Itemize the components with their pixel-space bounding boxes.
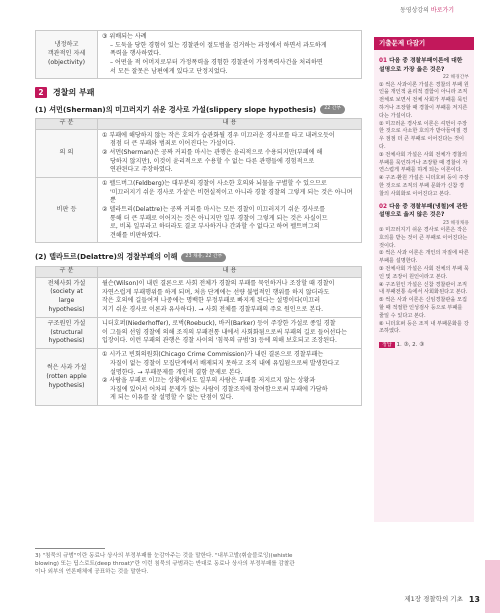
- subsection-2-text: (2) 델라트르(Delattre)의 경찰부패의 이해: [35, 252, 178, 262]
- footnote-line: 3) "침묵의 규범"이란 동료나 상사의 부정부패를 눈감아주는 것을 말한다. "내부고발(휘슬블로잉)(whistle: [35, 553, 293, 559]
- row-line: ① 부패에 해당하지 않는 작은 호의가 습관화될 경우 미끄러운 경사로를 타고 내려오듯이: [102, 131, 335, 139]
- row-line: ② 델라트리(Delattre)는 공짜 커피를 마시는 모든 경찰이 미끄러지기 쉬운 경사로를: [102, 205, 326, 213]
- footnote-line: blowing) 또는 딥스로트(deep throat)"란 이런 침묵의 규범과는 반대로 동료나 상사의 부정부패를 감찰관: [35, 561, 295, 568]
- answer-text: 1. ③, 2. ③: [396, 342, 425, 349]
- choice: ③ 전체사회 가설은 사회 전체가 경찰의 부패를 묵인하거나 조장할 때 경찰이 자연스럽게 부패를 하게 되는 이론이다.: [379, 151, 468, 174]
- choice: ① 미끄러지기 쉬운 경사로 이론은 작은 호의를 받는 것이 큰 부패로 이어진다는 것이다.: [379, 227, 468, 249]
- row-line: 입장이다. 이런 부패의 관행은 경찰 사이의 '침묵의 규범'3) 등에 의해 보호되고 조장된다.: [102, 337, 337, 345]
- question-number: 02: [379, 203, 388, 210]
- choice: ⑥ 니더호퍼 등은 조직 내 부패문화를 강조하였다.: [379, 320, 469, 335]
- choice: ③ 전체사회 가설은 사회 전체의 부패 묵인 및 조장이 원인이라고 본다.: [379, 266, 469, 280]
- section-title-text: 경찰의 부패: [53, 88, 95, 98]
- page-edge-tab: [485, 560, 500, 613]
- section-title: [35, 87, 362, 98]
- choice: ① 썩은 사과이론 가설은 경찰의 부패 원인을 개인적 윤리적 결함이 아니라 조직 전체로 보면서 전체 사회가 부패를 묵인하거나 조장할 때 경찰이 부패를 저지른다는 가설이다.: [379, 81, 469, 119]
- question-number: 01: [379, 58, 388, 64]
- chapter-title: 제1장 경찰학의 기초: [404, 595, 463, 604]
- row-line: ② 사람을 부패로 이끄는 상황에서도 일부의 사람은 부패를 저지르지 않는 상황과: [102, 377, 316, 385]
- footnote: [35, 552, 365, 576]
- row-line: 니더호퍼(Niederhoffer), 로벅(Roebuck), 바커(Barker) 등이 주장한 가설로 종일 경찰: [102, 320, 336, 328]
- table-row: [36, 277, 362, 317]
- column-header: 구 분: [36, 266, 98, 277]
- question-text: 다음 중 경찰부패(냉철)에 관한 설명으로 옳지 않은 것은?: [379, 203, 468, 219]
- row-key: 의 의: [36, 129, 98, 177]
- exam-sidebar: [374, 37, 474, 522]
- row-body: [98, 317, 362, 348]
- row-body: [98, 277, 362, 317]
- row-line: 작은 호의에 길들여져 나중에는 명백한 부정부패로 빠지게 된다는 설명이다(미끄러: [102, 297, 321, 305]
- question-source: 23 해경채용: [442, 220, 469, 226]
- footnote-rule: [35, 548, 105, 549]
- objectivity-line: 서 모든 잘못은 남편에게 있다고 단정지었다.: [110, 67, 228, 75]
- row-line: 게 되는 이유를 잘 설명할 수 없는 단점이 있다.: [110, 394, 234, 402]
- row-line: 당하지 않지만), 이것이 윤리적으로 수용할 수 없는 다른 관행들에 경험적으로: [110, 157, 315, 165]
- row-line: 자연스럽게 부패행위를 하게 되며, 처음 단계에는 선량 불법적인 행위를 하지 않더라도: [102, 288, 330, 296]
- row-key: 전체사회 가설 (society at large hypothesis): [36, 277, 98, 317]
- header-book: 동영상강의: [400, 7, 429, 14]
- objectivity-line: ③ 위배되는 사례: [102, 33, 147, 40]
- question-2: [379, 203, 469, 220]
- row-line: 자질에 있어서 어차피 문제가 없는 사람이 경찰조직에 참여함으로써 부패에 가담하: [110, 385, 328, 393]
- question-text: 다음 중 경찰부패이론에 대한 설명으로 가장 옳은 것은?: [379, 58, 463, 73]
- question-source: 22 해경간부: [442, 75, 469, 81]
- row-body: [98, 177, 362, 242]
- column-header: 내 용: [98, 118, 362, 129]
- page-footer: [370, 594, 480, 605]
- exam-badge: 23 채용, 22 간부: [181, 253, 226, 262]
- header-accent: 바로가기: [430, 7, 455, 14]
- row-line: 윌슨(Wilson)이 내린 결론으로 사회 전체가 경찰의 부패를 묵인하거나 조장할 때 경찰이: [102, 280, 335, 287]
- choice: ② 썩은 사과 이론은 개인의 자질에 따른 부패를 설명한다.: [379, 250, 469, 265]
- row-line: 이 그들의 선임 경찰에 의해 조직의 부패전통 내에서 사회화됨으로써 부패의 길로 들어선다는: [102, 328, 347, 336]
- objectivity-body: [98, 31, 362, 79]
- table-row: [36, 317, 362, 348]
- row-line: 점점 더 큰 부패와 범죄로 이어진다는 가설이다.: [110, 140, 236, 148]
- table-row: [36, 129, 362, 177]
- answer-line: [379, 341, 469, 350]
- row-line: ① 펠드버그(Feldberg)는 대부분의 경찰이 사소한 호의와 뇌물을 구별할 수 있으므로: [102, 179, 327, 187]
- answer-label: 정답: [379, 342, 395, 348]
- row-key: 썩은 사과 가설 (rotten apple hypothesis): [36, 349, 98, 406]
- table-row: [36, 349, 362, 406]
- exam-badge: 22 간부: [320, 105, 345, 114]
- choice: ② 미끄러운 경사로 이론은 셔먼이 주장한 것으로 사소한 호의가 받아들여질 경우 점점 더 큰 부패로 이어진다는 것이다.: [379, 120, 468, 150]
- row-line: ② 셔먼(Sherman)은 공짜 커피를 마시는 관행은 윤리적으로 수용되지만(부패에 해: [102, 149, 323, 157]
- choice: ④ 구조·환원 가설은 니더호퍼 등이 주장한 것으로 조직의 부패 문화가 신참 경찰의 사회화로 이어진다고 본다.: [379, 175, 469, 197]
- row-line: 통해 더 큰 부패로 이어지는 것은 아니지만 일부 경찰이 그렇게 되는 것은 사실이므: [110, 214, 328, 222]
- question-1: [379, 57, 469, 74]
- row-line: 자질이 없는 경찰이 모집단계에서 배제되지 못하고 조직 내에 유입됨으로써 발생한다고: [110, 359, 340, 367]
- sherman-table: [35, 118, 362, 244]
- sidebar-title: 기출문제 다잡기: [374, 37, 474, 50]
- objectivity-key: 냉정하고 객관적인 자세 (objectivity): [36, 31, 98, 79]
- row-line: 견해를 비판하였다.: [110, 231, 161, 239]
- subsection-1-title: [35, 105, 362, 115]
- row-body: [98, 349, 362, 406]
- page-header: [400, 7, 454, 16]
- row-line: ① 시카고 빈회의원회(Chicago Crime Commission)가 내린 결론으로 경찰부패는: [102, 351, 324, 359]
- subsection-1-text: (1) 셔먼(Sherman)의 미끄러지기 쉬운 경사로 가설(slippery slope hypothesis): [35, 104, 317, 114]
- row-body: [98, 129, 362, 177]
- row-line: 지기 쉬운 경사로 이론과 유사하다). → 사회 전체를 경찰부패의 주요 원인으로 본다.: [102, 305, 324, 313]
- objectivity-line: – 도둑을 당한 경험이 있는 경찰관이 절도범을 검거하는 과정에서 하면서 과도하게: [110, 41, 327, 49]
- objectivity-line: 폭력을 행사하였다.: [110, 50, 161, 58]
- table-row: [36, 177, 362, 242]
- section-number: 2: [35, 87, 47, 98]
- choice: ⑤ 썩은 사과 이론은 신임경찰관을 모집할 때 적절한 인성검사 등으로 부패를 줄일 수 있다고 본다.: [379, 297, 468, 319]
- footnote-line: 이나 외부의 언론매체에 공표하는 것을 말한다.: [35, 569, 149, 576]
- row-line: 설명한다. → 부패문제를 개인적 결함 문제로 본다.: [110, 368, 243, 376]
- choice: ④ 구조원인 가설은 신참 경찰관이 조직 내 부패전통 속에서 사회화된다고 본다.: [379, 281, 468, 296]
- main-content: [35, 30, 362, 406]
- row-line: 연관된다고 주장하였다.: [110, 166, 173, 174]
- delattre-table: [35, 266, 362, 406]
- column-header: 내 용: [98, 266, 362, 277]
- column-header: 구 분: [36, 118, 98, 129]
- row-key: 비판 등: [36, 177, 98, 242]
- sidebar-body: [374, 50, 474, 353]
- page-number: 13: [468, 595, 480, 604]
- row-key: 구조원인 가설 (structural hypothesis): [36, 317, 98, 348]
- row-line: 로, 비록 일부라고 하더라도 결코 부사하거나 간과할 수 없다고 하여 펠트버그의: [110, 223, 320, 231]
- row-line: '미끄러지기 쉬운 경사로 가설'은 비현실적이고 아니라 경찰 경찰의 그렇게 되는 것은 아니며 뿐: [110, 188, 353, 205]
- objectivity-line: – 어떤을 적 어머지로부터 가정폭력을 경험한 경찰관이 가정폭력사건을 처리하면: [110, 58, 323, 66]
- subsection-2-title: [35, 252, 362, 262]
- objectivity-table: [35, 30, 362, 79]
